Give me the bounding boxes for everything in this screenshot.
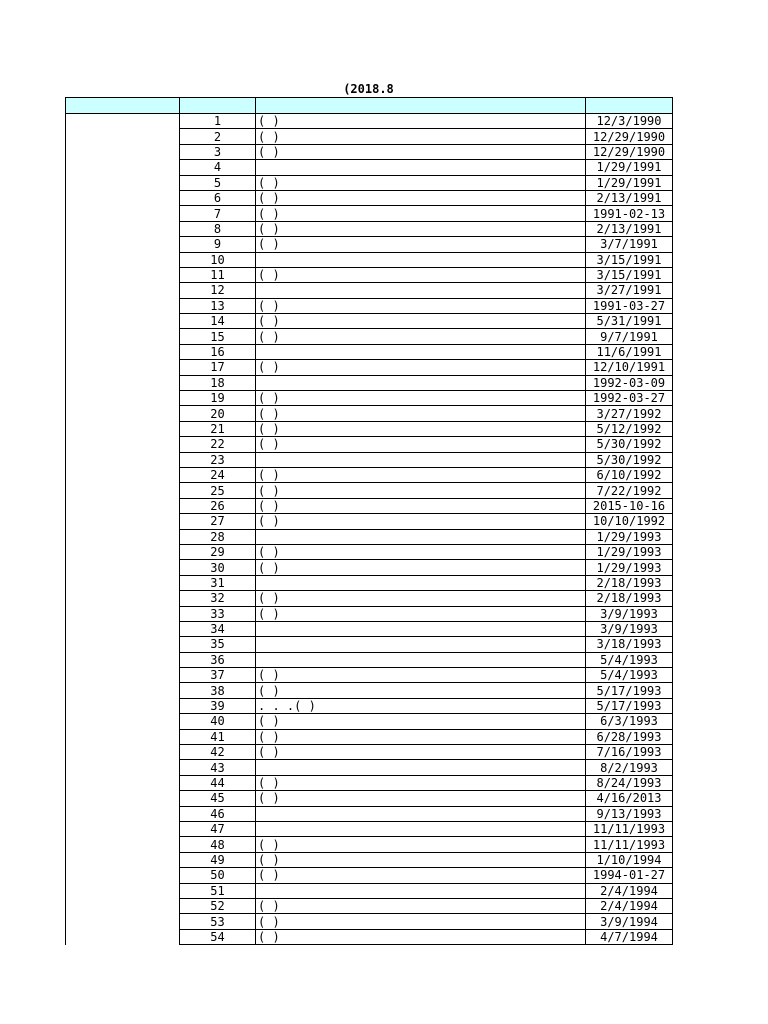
date-cell: 8/2/1993 (586, 760, 673, 775)
row-number-cell: 14 (180, 314, 256, 329)
title-cell (256, 375, 586, 390)
category-cell (66, 114, 180, 945)
date-cell: 3/9/1994 (586, 914, 673, 929)
row-number-cell: 43 (180, 760, 256, 775)
title-cell: ( ) (256, 175, 586, 190)
row-number-cell: 50 (180, 868, 256, 883)
date-cell: 1/29/1993 (586, 560, 673, 575)
row-number-cell: 51 (180, 883, 256, 898)
title-cell (256, 575, 586, 590)
table-row (66, 114, 673, 129)
date-cell: 2/4/1994 (586, 883, 673, 898)
row-number-cell: 7 (180, 206, 256, 221)
title-cell: ( ) (256, 775, 586, 790)
row-number-cell: 18 (180, 375, 256, 390)
row-number-cell: 2 (180, 129, 256, 144)
row-number-cell: 49 (180, 852, 256, 867)
date-cell: 2/13/1991 (586, 190, 673, 205)
date-cell: 5/30/1992 (586, 437, 673, 452)
title-cell: ( ) (256, 606, 586, 621)
date-cell: 11/11/1993 (586, 837, 673, 852)
title-cell: ( ) (256, 298, 586, 313)
title-cell (256, 760, 586, 775)
title-cell: ( ) (256, 114, 586, 129)
date-cell: 3/15/1991 (586, 267, 673, 282)
date-cell: 9/7/1991 (586, 329, 673, 344)
title-cell: ( ) (256, 483, 586, 498)
title-cell: ( ) (256, 467, 586, 482)
title-cell: ( ) (256, 129, 586, 144)
title-cell: ( ) (256, 852, 586, 867)
row-number-cell: 36 (180, 652, 256, 667)
title-cell: ( ) (256, 206, 586, 221)
date-cell: 4/16/2013 (586, 791, 673, 806)
date-cell: 5/17/1993 (586, 698, 673, 713)
row-number-cell: 47 (180, 821, 256, 836)
date-cell: 5/17/1993 (586, 683, 673, 698)
table-body (66, 114, 673, 945)
date-cell: 10/10/1992 (586, 514, 673, 529)
date-cell: 3/15/1991 (586, 252, 673, 267)
title-cell: . . .( ) (256, 698, 586, 713)
row-number-cell: 4 (180, 160, 256, 175)
date-cell: 1991-02-13 (586, 206, 673, 221)
title-cell (256, 283, 586, 298)
title-cell: ( ) (256, 406, 586, 421)
date-cell: 4/7/1994 (586, 929, 673, 944)
date-cell: 6/3/1993 (586, 714, 673, 729)
title-cell: ( ) (256, 714, 586, 729)
date-cell: 1/10/1994 (586, 852, 673, 867)
title-cell: ( ) (256, 683, 586, 698)
title-cell: ( ) (256, 560, 586, 575)
row-number-cell: 41 (180, 729, 256, 744)
row-number-cell: 8 (180, 221, 256, 236)
row-number-cell: 53 (180, 914, 256, 929)
date-cell: 12/29/1990 (586, 129, 673, 144)
title-cell: ( ) (256, 360, 586, 375)
row-number-cell: 15 (180, 329, 256, 344)
date-cell: 2/13/1991 (586, 221, 673, 236)
row-number-cell: 29 (180, 544, 256, 559)
date-cell: 3/9/1993 (586, 621, 673, 636)
date-cell: 2/18/1993 (586, 575, 673, 590)
date-cell: 1/29/1991 (586, 175, 673, 190)
title-cell (256, 252, 586, 267)
title-cell (256, 621, 586, 636)
row-number-cell: 42 (180, 745, 256, 760)
title-cell (256, 883, 586, 898)
date-cell: 7/16/1993 (586, 745, 673, 760)
row-number-cell: 52 (180, 898, 256, 913)
date-cell: 3/9/1993 (586, 606, 673, 621)
row-number-cell: 22 (180, 437, 256, 452)
date-cell: 8/24/1993 (586, 775, 673, 790)
row-number-cell: 17 (180, 360, 256, 375)
title-cell: ( ) (256, 868, 586, 883)
page-subtitle: (2018.8 (343, 82, 394, 96)
date-cell: 1/29/1991 (586, 160, 673, 175)
row-number-cell: 6 (180, 190, 256, 205)
row-number-cell: 3 (180, 144, 256, 159)
date-cell: 1994-01-27 (586, 868, 673, 883)
column-header-name (256, 98, 586, 114)
title-cell: ( ) (256, 421, 586, 436)
title-cell: ( ) (256, 314, 586, 329)
title-cell (256, 821, 586, 836)
title-cell: ( ) (256, 544, 586, 559)
date-cell: 2015-10-16 (586, 498, 673, 513)
date-cell: 3/18/1993 (586, 637, 673, 652)
date-cell: 2/18/1993 (586, 591, 673, 606)
title-cell: ( ) (256, 190, 586, 205)
row-number-cell: 11 (180, 267, 256, 282)
row-number-cell: 19 (180, 391, 256, 406)
date-cell: 5/31/1991 (586, 314, 673, 329)
date-cell: 6/10/1992 (586, 467, 673, 482)
row-number-cell: 34 (180, 621, 256, 636)
row-number-cell: 46 (180, 806, 256, 821)
title-cell: ( ) (256, 914, 586, 929)
row-number-cell: 38 (180, 683, 256, 698)
title-cell: ( ) (256, 929, 586, 944)
title-cell: ( ) (256, 898, 586, 913)
row-number-cell: 25 (180, 483, 256, 498)
row-number-cell: 45 (180, 791, 256, 806)
row-number-cell: 24 (180, 467, 256, 482)
date-cell: 1991-03-27 (586, 298, 673, 313)
date-cell: 3/7/1991 (586, 237, 673, 252)
table-header-row (66, 98, 673, 114)
title-cell (256, 652, 586, 667)
title-cell: ( ) (256, 837, 586, 852)
row-number-cell: 48 (180, 837, 256, 852)
date-cell: 9/13/1993 (586, 806, 673, 821)
date-cell: 1/29/1993 (586, 544, 673, 559)
row-number-cell: 33 (180, 606, 256, 621)
row-number-cell: 16 (180, 344, 256, 359)
title-cell (256, 806, 586, 821)
title-cell: ( ) (256, 514, 586, 529)
title-cell (256, 344, 586, 359)
date-cell: 1/29/1993 (586, 529, 673, 544)
column-header-date (586, 98, 673, 114)
row-number-cell: 9 (180, 237, 256, 252)
date-cell: 5/4/1993 (586, 668, 673, 683)
row-number-cell: 26 (180, 498, 256, 513)
row-number-cell: 27 (180, 514, 256, 529)
row-number-cell: 37 (180, 668, 256, 683)
title-cell: ( ) (256, 144, 586, 159)
title-cell: ( ) (256, 745, 586, 760)
row-number-cell: 40 (180, 714, 256, 729)
column-header-category (66, 98, 180, 114)
title-cell: ( ) (256, 498, 586, 513)
title-cell (256, 637, 586, 652)
date-cell: 11/11/1993 (586, 821, 673, 836)
row-number-cell: 20 (180, 406, 256, 421)
title-cell: ( ) (256, 221, 586, 236)
title-cell: ( ) (256, 267, 586, 282)
date-cell: 3/27/1992 (586, 406, 673, 421)
title-cell: ( ) (256, 668, 586, 683)
row-number-cell: 1 (180, 114, 256, 129)
row-number-cell: 32 (180, 591, 256, 606)
date-cell: 2/4/1994 (586, 898, 673, 913)
row-number-cell: 28 (180, 529, 256, 544)
date-cell: 5/4/1993 (586, 652, 673, 667)
row-number-cell: 10 (180, 252, 256, 267)
title-cell: ( ) (256, 391, 586, 406)
row-number-cell: 5 (180, 175, 256, 190)
row-number-cell: 12 (180, 283, 256, 298)
title-cell (256, 160, 586, 175)
date-cell: 1992-03-09 (586, 375, 673, 390)
title-cell (256, 452, 586, 467)
row-number-cell: 30 (180, 560, 256, 575)
title-cell (256, 529, 586, 544)
row-number-cell: 21 (180, 421, 256, 436)
title-cell: ( ) (256, 791, 586, 806)
date-cell: 12/29/1990 (586, 144, 673, 159)
column-header-no (180, 98, 256, 114)
date-cell: 5/30/1992 (586, 452, 673, 467)
row-number-cell: 31 (180, 575, 256, 590)
date-cell: 3/27/1991 (586, 283, 673, 298)
data-table (65, 97, 673, 945)
row-number-cell: 23 (180, 452, 256, 467)
row-number-cell: 13 (180, 298, 256, 313)
title-cell: ( ) (256, 437, 586, 452)
title-cell: ( ) (256, 591, 586, 606)
date-cell: 5/12/1992 (586, 421, 673, 436)
date-cell: 7/22/1992 (586, 483, 673, 498)
title-cell: ( ) (256, 729, 586, 744)
title-cell: ( ) (256, 237, 586, 252)
date-cell: 12/10/1991 (586, 360, 673, 375)
date-cell: 12/3/1990 (586, 114, 673, 129)
row-number-cell: 39 (180, 698, 256, 713)
row-number-cell: 54 (180, 929, 256, 944)
date-cell: 6/28/1993 (586, 729, 673, 744)
date-cell: 1992-03-27 (586, 391, 673, 406)
title-cell: ( ) (256, 329, 586, 344)
date-cell: 11/6/1991 (586, 344, 673, 359)
row-number-cell: 44 (180, 775, 256, 790)
row-number-cell: 35 (180, 637, 256, 652)
